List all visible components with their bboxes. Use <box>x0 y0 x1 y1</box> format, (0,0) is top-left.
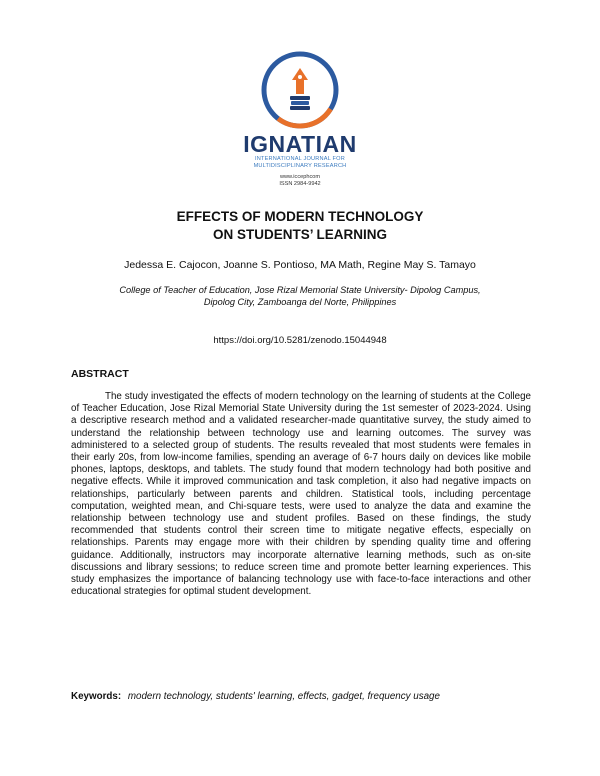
paper-affiliation <box>80 284 520 308</box>
paper-title-line1: EFFECTS OF MODERN TECHNOLOGY <box>176 209 424 224</box>
journal-brand-name <box>0 132 600 156</box>
journal-website[interactable]: www.iccephcom <box>279 174 321 180</box>
journal-subtitle-line2: MULTIDISCIPLINARY RESEARCH <box>253 162 347 169</box>
journal-logo-icon <box>260 50 340 130</box>
abstract-heading: ABSTRACT <box>71 368 129 380</box>
affiliation-line2: Dipolog City, Zamboanga del Norte, Philippines <box>203 297 397 307</box>
keywords-line <box>71 691 541 702</box>
journal-header <box>0 50 600 188</box>
journal-issn: ISSN 2984-9942 <box>279 181 321 187</box>
paper-title-line2: ON STUDENTS’ LEARNING <box>212 227 387 242</box>
brand-text: IGNATIAN <box>243 131 357 157</box>
paper-title <box>0 208 600 244</box>
keywords-label: Keywords: <box>71 691 122 702</box>
paper-authors: Jedessa E. Cajocon, Joanne S. Pontioso, MA Math, Regine May S. Tamayo <box>124 259 476 271</box>
abstract-body: The study investigated the effects of modern technology on the learning of students at the College of Teacher Education, Jose Rizal Memorial State University during the 1st semester of 2023-2024. Using a descriptive research method and a validated researcher-made quantitative survey, the study aimed to understand the relationship between technology use and learning outcomes. The survey was administered to a selected group of students. The results revealed that most students were females in their early 20s, from low-income families, spending an average of 6-7 hours daily on devices like mobile phones, laptops, desktops, and tablets. The study found that modern technology had both positive and negative effects. While it improved communication and task completion, it also had negative impacts on relationships, particularly between parents and children. Statistical tools, including percentage computation, weighted mean, and Chi-square tests, were used to analyze the data and examine the relationship between technology use and student profiles. Based on these findings, the study recommended that students control their screen time to mitigate negative effects, especially on relationships. Parents may engage more with their children by spending quality time and offering guidance. Additionally, instructors may incorporate alternative learning methods, such as on-site discussions and library sessions; to reduce screen time and promote better learning experiences. This study emphasizes the importance of balancing technology use with face-to-face interactions and other educational strategies for optimal student development. <box>71 391 531 598</box>
journal-subtitle-line1: INTERNATIONAL JOURNAL FOR <box>255 156 345 162</box>
keywords-text: modern technology, students' learning, effects, gadget, frequency usage <box>127 691 440 702</box>
affiliation-line1: College of Teacher of Education, Jose Rizal Memorial State University- Dipolog Campus, <box>119 285 481 295</box>
paper-doi-link[interactable]: https://doi.org/10.5281/zenodo.15044948 <box>213 335 387 346</box>
